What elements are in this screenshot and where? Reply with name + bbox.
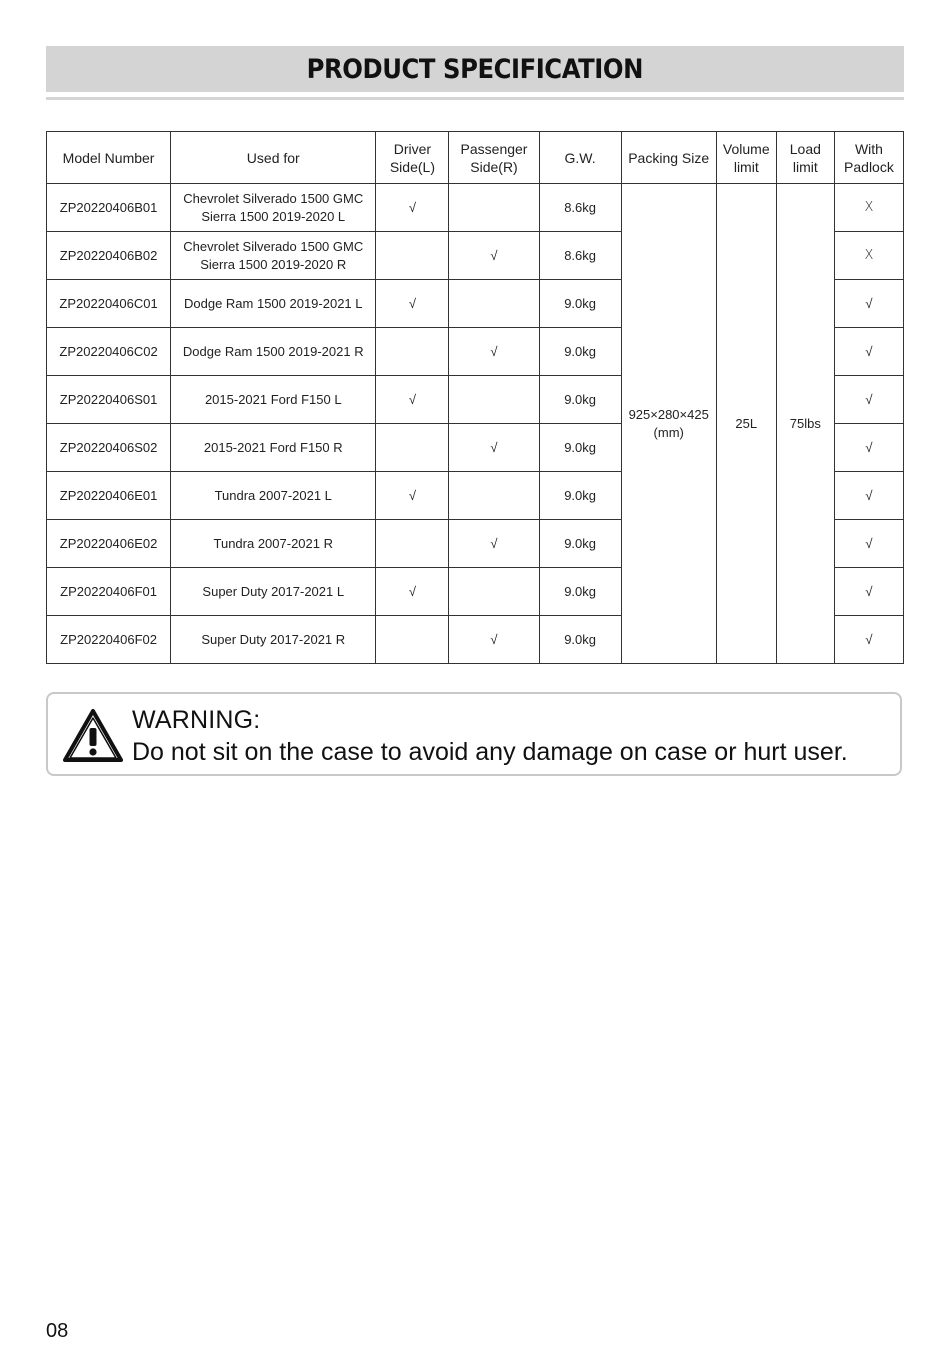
- cell-padlock: √: [834, 376, 903, 424]
- cell-model: ZP20220406C01: [47, 280, 171, 328]
- cell-gw: 9.0kg: [539, 280, 621, 328]
- cell-passenger: √: [449, 232, 539, 280]
- cell-load: 75lbs: [776, 184, 834, 664]
- header-passenger-line1: Passenger: [460, 140, 528, 157]
- packing-size-value: 925×280×425: [628, 406, 709, 422]
- header-packing: Packing Size: [621, 132, 716, 184]
- used-for-line1: Chevrolet Silverado 1500 GMC: [183, 190, 364, 206]
- cell-model: ZP20220406S01: [47, 376, 171, 424]
- cell-used-for: Super Duty 2017-2021 R: [171, 616, 376, 664]
- header-padlock-line2: Padlock: [844, 158, 894, 175]
- cell-gw: 9.0kg: [539, 376, 621, 424]
- cell-model: ZP20220406S02: [47, 424, 171, 472]
- cell-passenger: √: [449, 616, 539, 664]
- cell-model: ZP20220406C02: [47, 328, 171, 376]
- cell-model: ZP20220406F01: [47, 568, 171, 616]
- cell-passenger: [449, 472, 539, 520]
- cell-used-for: [171, 232, 376, 280]
- cell-gw: 9.0kg: [539, 520, 621, 568]
- cell-driver: √: [376, 568, 449, 616]
- cell-used-for: 2015-2021 Ford F150 R: [171, 424, 376, 472]
- cell-padlock: √: [834, 520, 903, 568]
- table-row: [47, 184, 904, 232]
- cell-gw: 9.0kg: [539, 424, 621, 472]
- header-passenger-line2: Side(R): [470, 158, 518, 175]
- header-driver-line2: Side(L): [389, 158, 435, 175]
- cell-passenger: [449, 280, 539, 328]
- cell-used-for: [171, 184, 376, 232]
- cell-padlock: √: [834, 568, 903, 616]
- cell-passenger: √: [449, 328, 539, 376]
- cell-used-for: Tundra 2007-2021 R: [171, 520, 376, 568]
- cell-driver: √: [376, 376, 449, 424]
- header-load: [776, 132, 834, 184]
- cell-used-for: Dodge Ram 1500 2019-2021 L: [171, 280, 376, 328]
- cell-padlock: √: [834, 280, 903, 328]
- warning-title: WARNING:: [132, 706, 261, 734]
- header-model: Model Number: [47, 132, 171, 184]
- cell-used-for: 2015-2021 Ford F150 L: [171, 376, 376, 424]
- cell-passenger: [449, 376, 539, 424]
- cell-model: ZP20220406B02: [47, 232, 171, 280]
- warning-text: Do not sit on the case to avoid any damage on case or hurt user.: [132, 738, 848, 766]
- cell-driver: [376, 616, 449, 664]
- spec-table: [46, 131, 904, 664]
- cell-padlock: X: [834, 184, 903, 232]
- page-number: 08: [46, 1320, 69, 1342]
- title-bar: [46, 46, 904, 92]
- cell-gw: 9.0kg: [539, 568, 621, 616]
- header-load-line1: Load: [789, 140, 821, 157]
- header-padlock: [834, 132, 903, 184]
- cell-passenger: [449, 184, 539, 232]
- cell-gw: 8.6kg: [539, 184, 621, 232]
- header-passenger: [449, 132, 539, 184]
- cell-padlock: √: [834, 472, 903, 520]
- cell-passenger: √: [449, 424, 539, 472]
- cell-used-for: Super Duty 2017-2021 L: [171, 568, 376, 616]
- used-for-line2: Sierra 1500 2019-2020 R: [200, 256, 347, 272]
- header-used-for: Used for: [171, 132, 376, 184]
- cell-padlock: √: [834, 424, 903, 472]
- cell-passenger: [449, 568, 539, 616]
- used-for-line2: Sierra 1500 2019-2020 L: [201, 208, 346, 224]
- cell-padlock: √: [834, 328, 903, 376]
- cell-model: ZP20220406F02: [47, 616, 171, 664]
- cell-packing-size: [621, 184, 716, 664]
- header-gw: G.W.: [539, 132, 621, 184]
- cell-volume: 25L: [716, 184, 776, 664]
- packing-size-unit: (mm): [653, 424, 684, 440]
- used-for-line1: Chevrolet Silverado 1500 GMC: [183, 238, 364, 254]
- cell-padlock: X: [834, 232, 903, 280]
- cell-used-for: Tundra 2007-2021 L: [171, 472, 376, 520]
- cell-driver: √: [376, 472, 449, 520]
- cell-gw: 9.0kg: [539, 472, 621, 520]
- cell-used-for: Dodge Ram 1500 2019-2021 R: [171, 328, 376, 376]
- cell-gw: 8.6kg: [539, 232, 621, 280]
- cell-model: ZP20220406B01: [47, 184, 171, 232]
- warning-triangle-icon: [62, 708, 124, 764]
- cell-model: ZP20220406E02: [47, 520, 171, 568]
- header-volume: [716, 132, 776, 184]
- header-padlock-line1: With: [854, 140, 883, 157]
- header-driver: [376, 132, 449, 184]
- header-volume-line1: Volume: [722, 140, 770, 157]
- cell-driver: [376, 328, 449, 376]
- header-volume-line2: limit: [733, 158, 759, 175]
- cell-driver: √: [376, 280, 449, 328]
- page-title: PRODUCT SPECIFICATION: [306, 53, 644, 85]
- cell-passenger: √: [449, 520, 539, 568]
- cell-driver: √: [376, 184, 449, 232]
- cell-driver: [376, 232, 449, 280]
- cell-driver: [376, 520, 449, 568]
- cell-driver: [376, 424, 449, 472]
- table-header-row: [47, 132, 904, 184]
- cell-gw: 9.0kg: [539, 616, 621, 664]
- header-driver-line1: Driver: [393, 140, 432, 157]
- cell-gw: 9.0kg: [539, 328, 621, 376]
- cell-model: ZP20220406E01: [47, 472, 171, 520]
- header-load-line2: limit: [792, 158, 818, 175]
- warning-box: [46, 692, 902, 776]
- cell-padlock: √: [834, 616, 903, 664]
